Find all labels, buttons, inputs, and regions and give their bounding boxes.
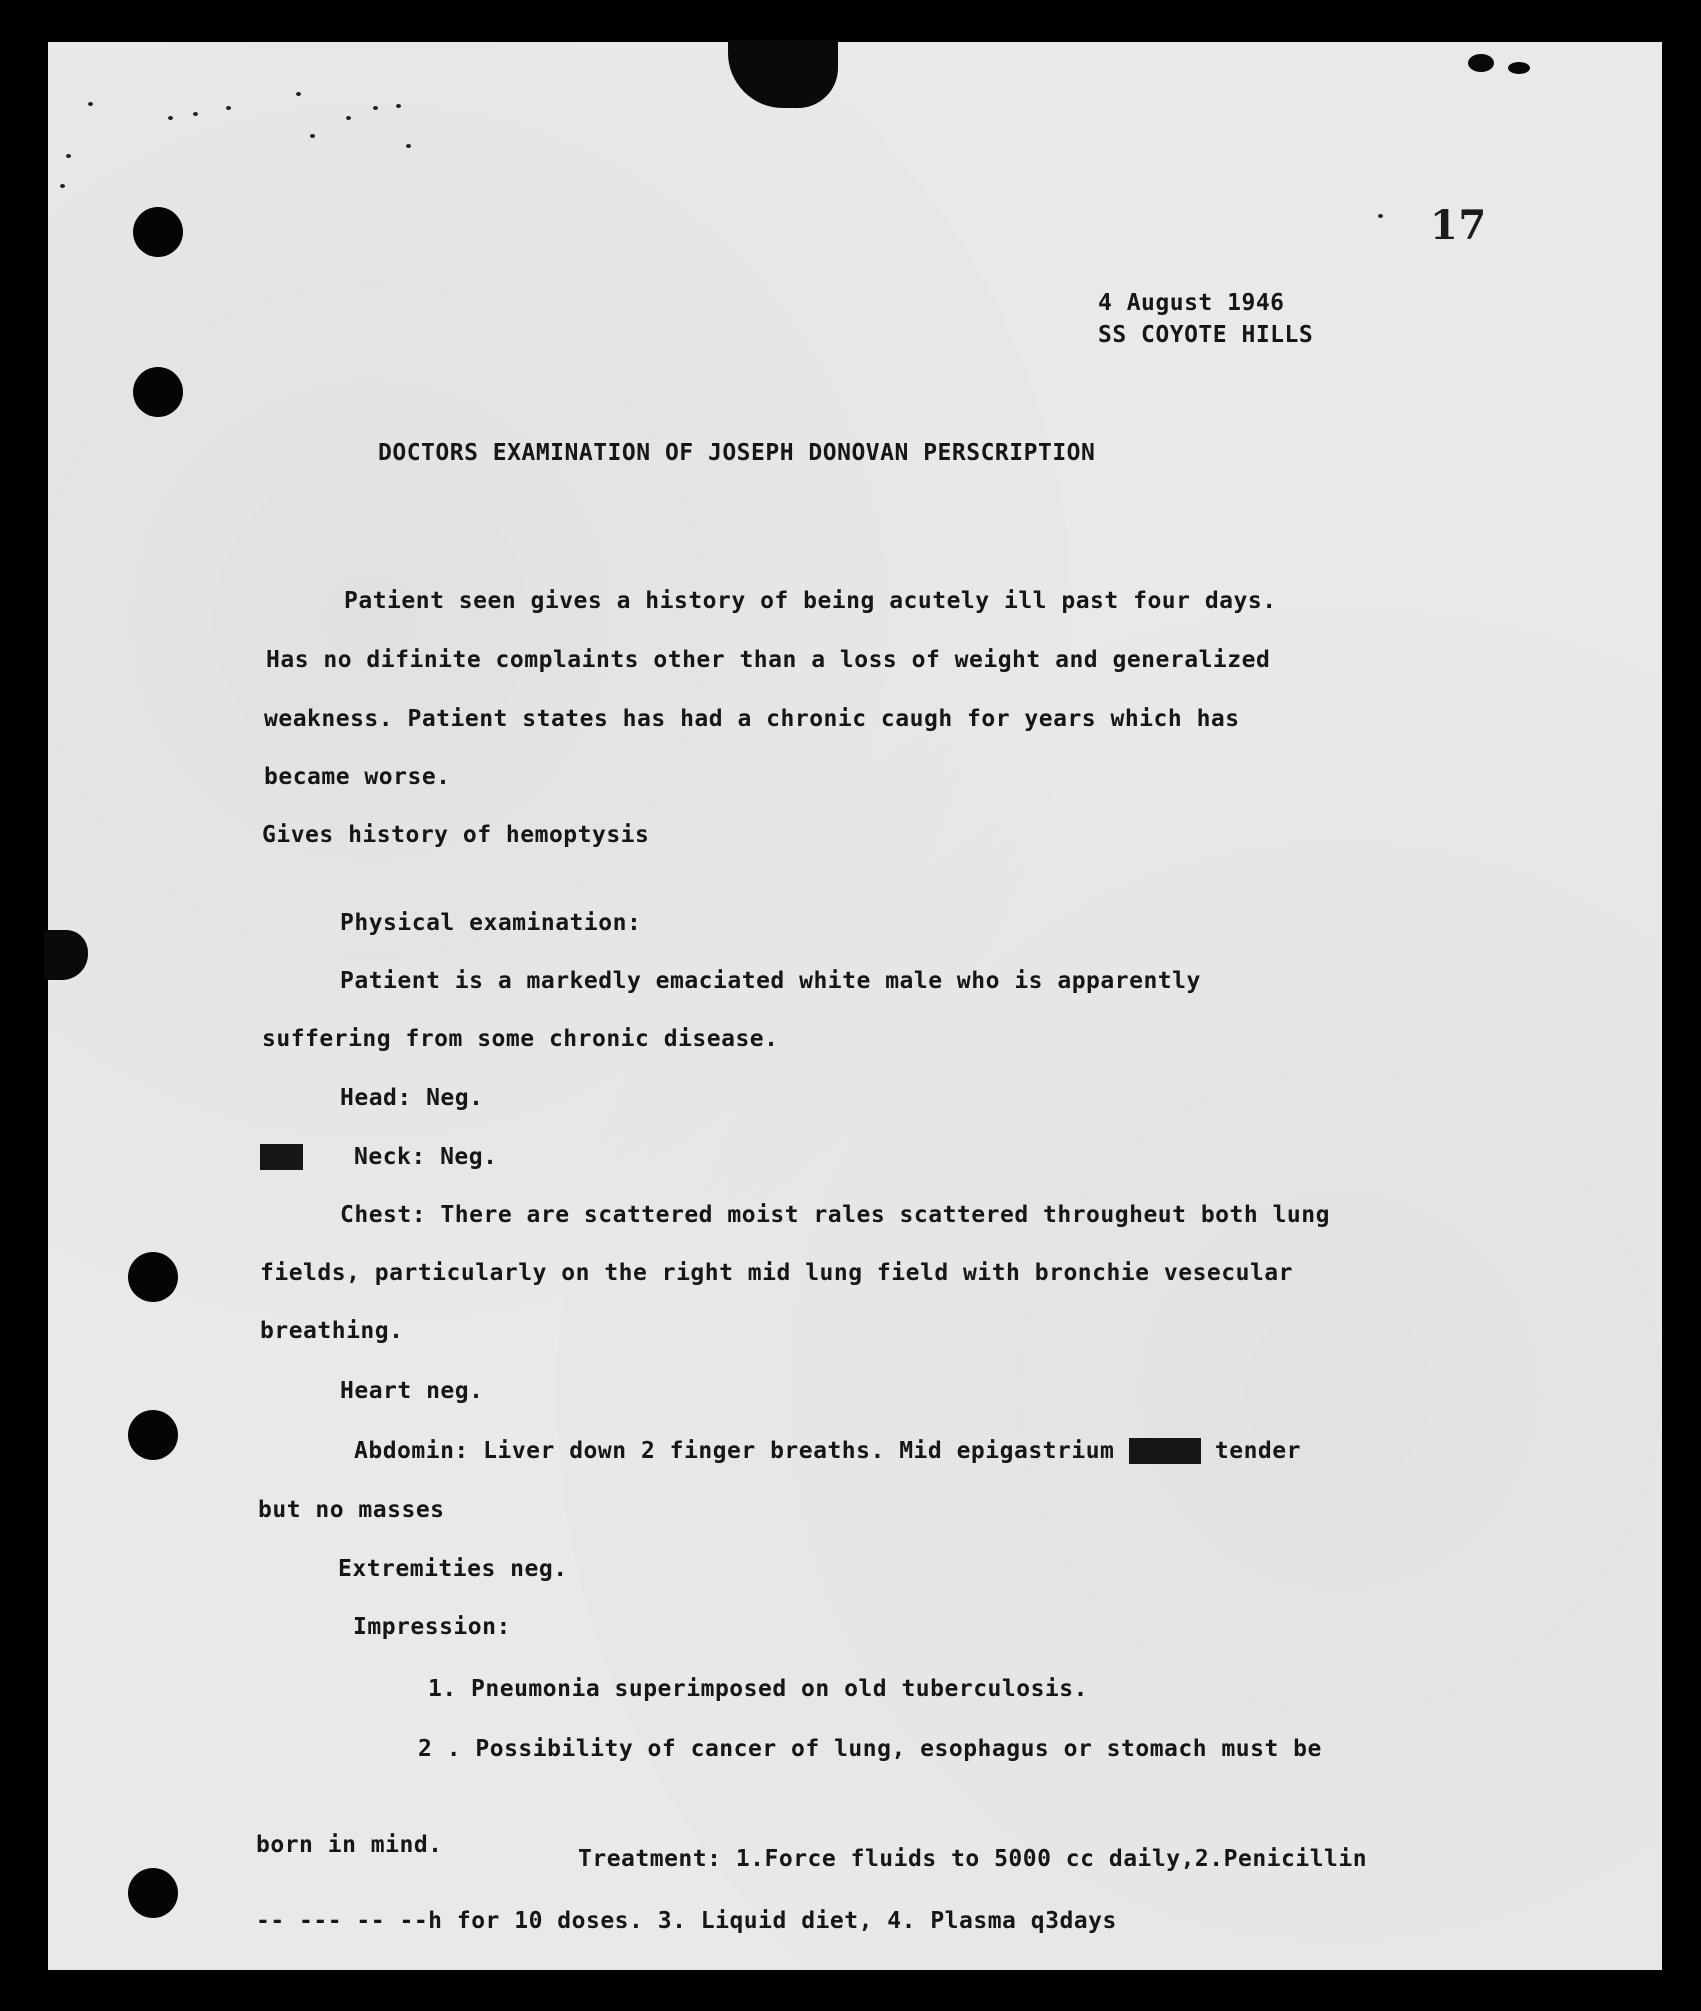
- history-line: became worse.: [264, 764, 451, 790]
- abdomen-text: Abdomin: Liver down 2 finger breaths. Mid epigastrium: [354, 1438, 1115, 1464]
- strikeout-mark: XXXXX: [1128, 1438, 1201, 1464]
- strikeout-mark: XXX: [260, 1144, 304, 1170]
- exam-line: suffering from some chronic disease.: [262, 1026, 779, 1052]
- impression-item: 1. Pneumonia superimposed on old tuberculosis.: [428, 1676, 1088, 1702]
- exam-heart: Heart neg.: [340, 1378, 484, 1404]
- history-line: Gives history of hemoptysis: [262, 822, 650, 848]
- exam-head: Head: Neg.: [340, 1085, 484, 1111]
- exam-abdomen: but no masses: [258, 1497, 445, 1523]
- document-date: 4 August 1946: [1098, 290, 1285, 316]
- document-title: DOCTORS EXAMINATION OF JOSEPH DONOVAN PERSCRIPTION: [378, 440, 1096, 466]
- torn-edge-mark: [728, 40, 838, 108]
- ink-speck: [88, 102, 93, 106]
- torn-edge-mark: [44, 930, 88, 980]
- exam-extremities: Extremities neg.: [338, 1556, 568, 1582]
- exam-chest: Chest: There are scattered moist rales scattered througheut both lung: [340, 1202, 1330, 1228]
- punch-hole: [128, 1252, 178, 1302]
- ink-speck: [168, 116, 173, 120]
- punch-hole: [128, 1868, 178, 1918]
- ink-speck: [193, 112, 198, 116]
- punch-hole: [128, 1410, 178, 1460]
- history-line: weakness. Patient states has had a chronic caugh for years which has: [264, 706, 1240, 732]
- impression-heading: Impression:: [353, 1614, 511, 1640]
- ink-speck: [396, 104, 401, 108]
- treatment-line: Treatment: 1.Force fluids to 5000 cc daily,2.Penicillin: [578, 1846, 1368, 1872]
- torn-edge-mark: [1468, 54, 1494, 72]
- typewritten-page: [48, 42, 1662, 1970]
- ink-speck: [406, 144, 411, 148]
- exam-heading: Physical examination:: [340, 910, 642, 936]
- ink-speck: [226, 106, 231, 110]
- exam-line: Patient is a markedly emaciated white male who is apparently: [340, 968, 1201, 994]
- history-line: Patient seen gives a history of being acutely ill past four days.: [344, 588, 1277, 614]
- impression-item: 2 . Possibility of cancer of lung, esophagus or stomach must be: [418, 1736, 1322, 1762]
- treatment-line: -- --- -- --h for 10 doses. 3. Liquid diet, 4. Plasma q3days: [256, 1908, 1117, 1934]
- exam-chest: breathing.: [260, 1318, 404, 1344]
- exam-abdomen: [354, 1438, 1301, 1464]
- ink-speck: [66, 154, 71, 158]
- ink-speck: [296, 92, 301, 96]
- torn-edge-mark: [1508, 62, 1530, 74]
- exam-neck: Neck: Neg.: [354, 1144, 498, 1170]
- ink-speck: [310, 134, 315, 138]
- ship-name: SS COYOTE HILLS: [1098, 322, 1314, 348]
- punch-hole: [133, 367, 183, 417]
- ink-speck: [1378, 214, 1383, 218]
- exam-chest: fields, particularly on the right mid lung field with bronchie vesecular: [260, 1260, 1293, 1286]
- ink-speck: [60, 184, 65, 188]
- punch-hole: [133, 207, 183, 257]
- history-line: Has no difinite complaints other than a loss of weight and generalized: [266, 647, 1271, 673]
- ink-speck: [346, 116, 351, 120]
- abdomen-text-end: tender: [1214, 1438, 1301, 1464]
- impression-item-continued: born in mind.: [256, 1832, 443, 1858]
- exam-neck-strike: [260, 1144, 303, 1170]
- page-number: 17: [1430, 202, 1487, 249]
- ink-speck: [373, 106, 378, 110]
